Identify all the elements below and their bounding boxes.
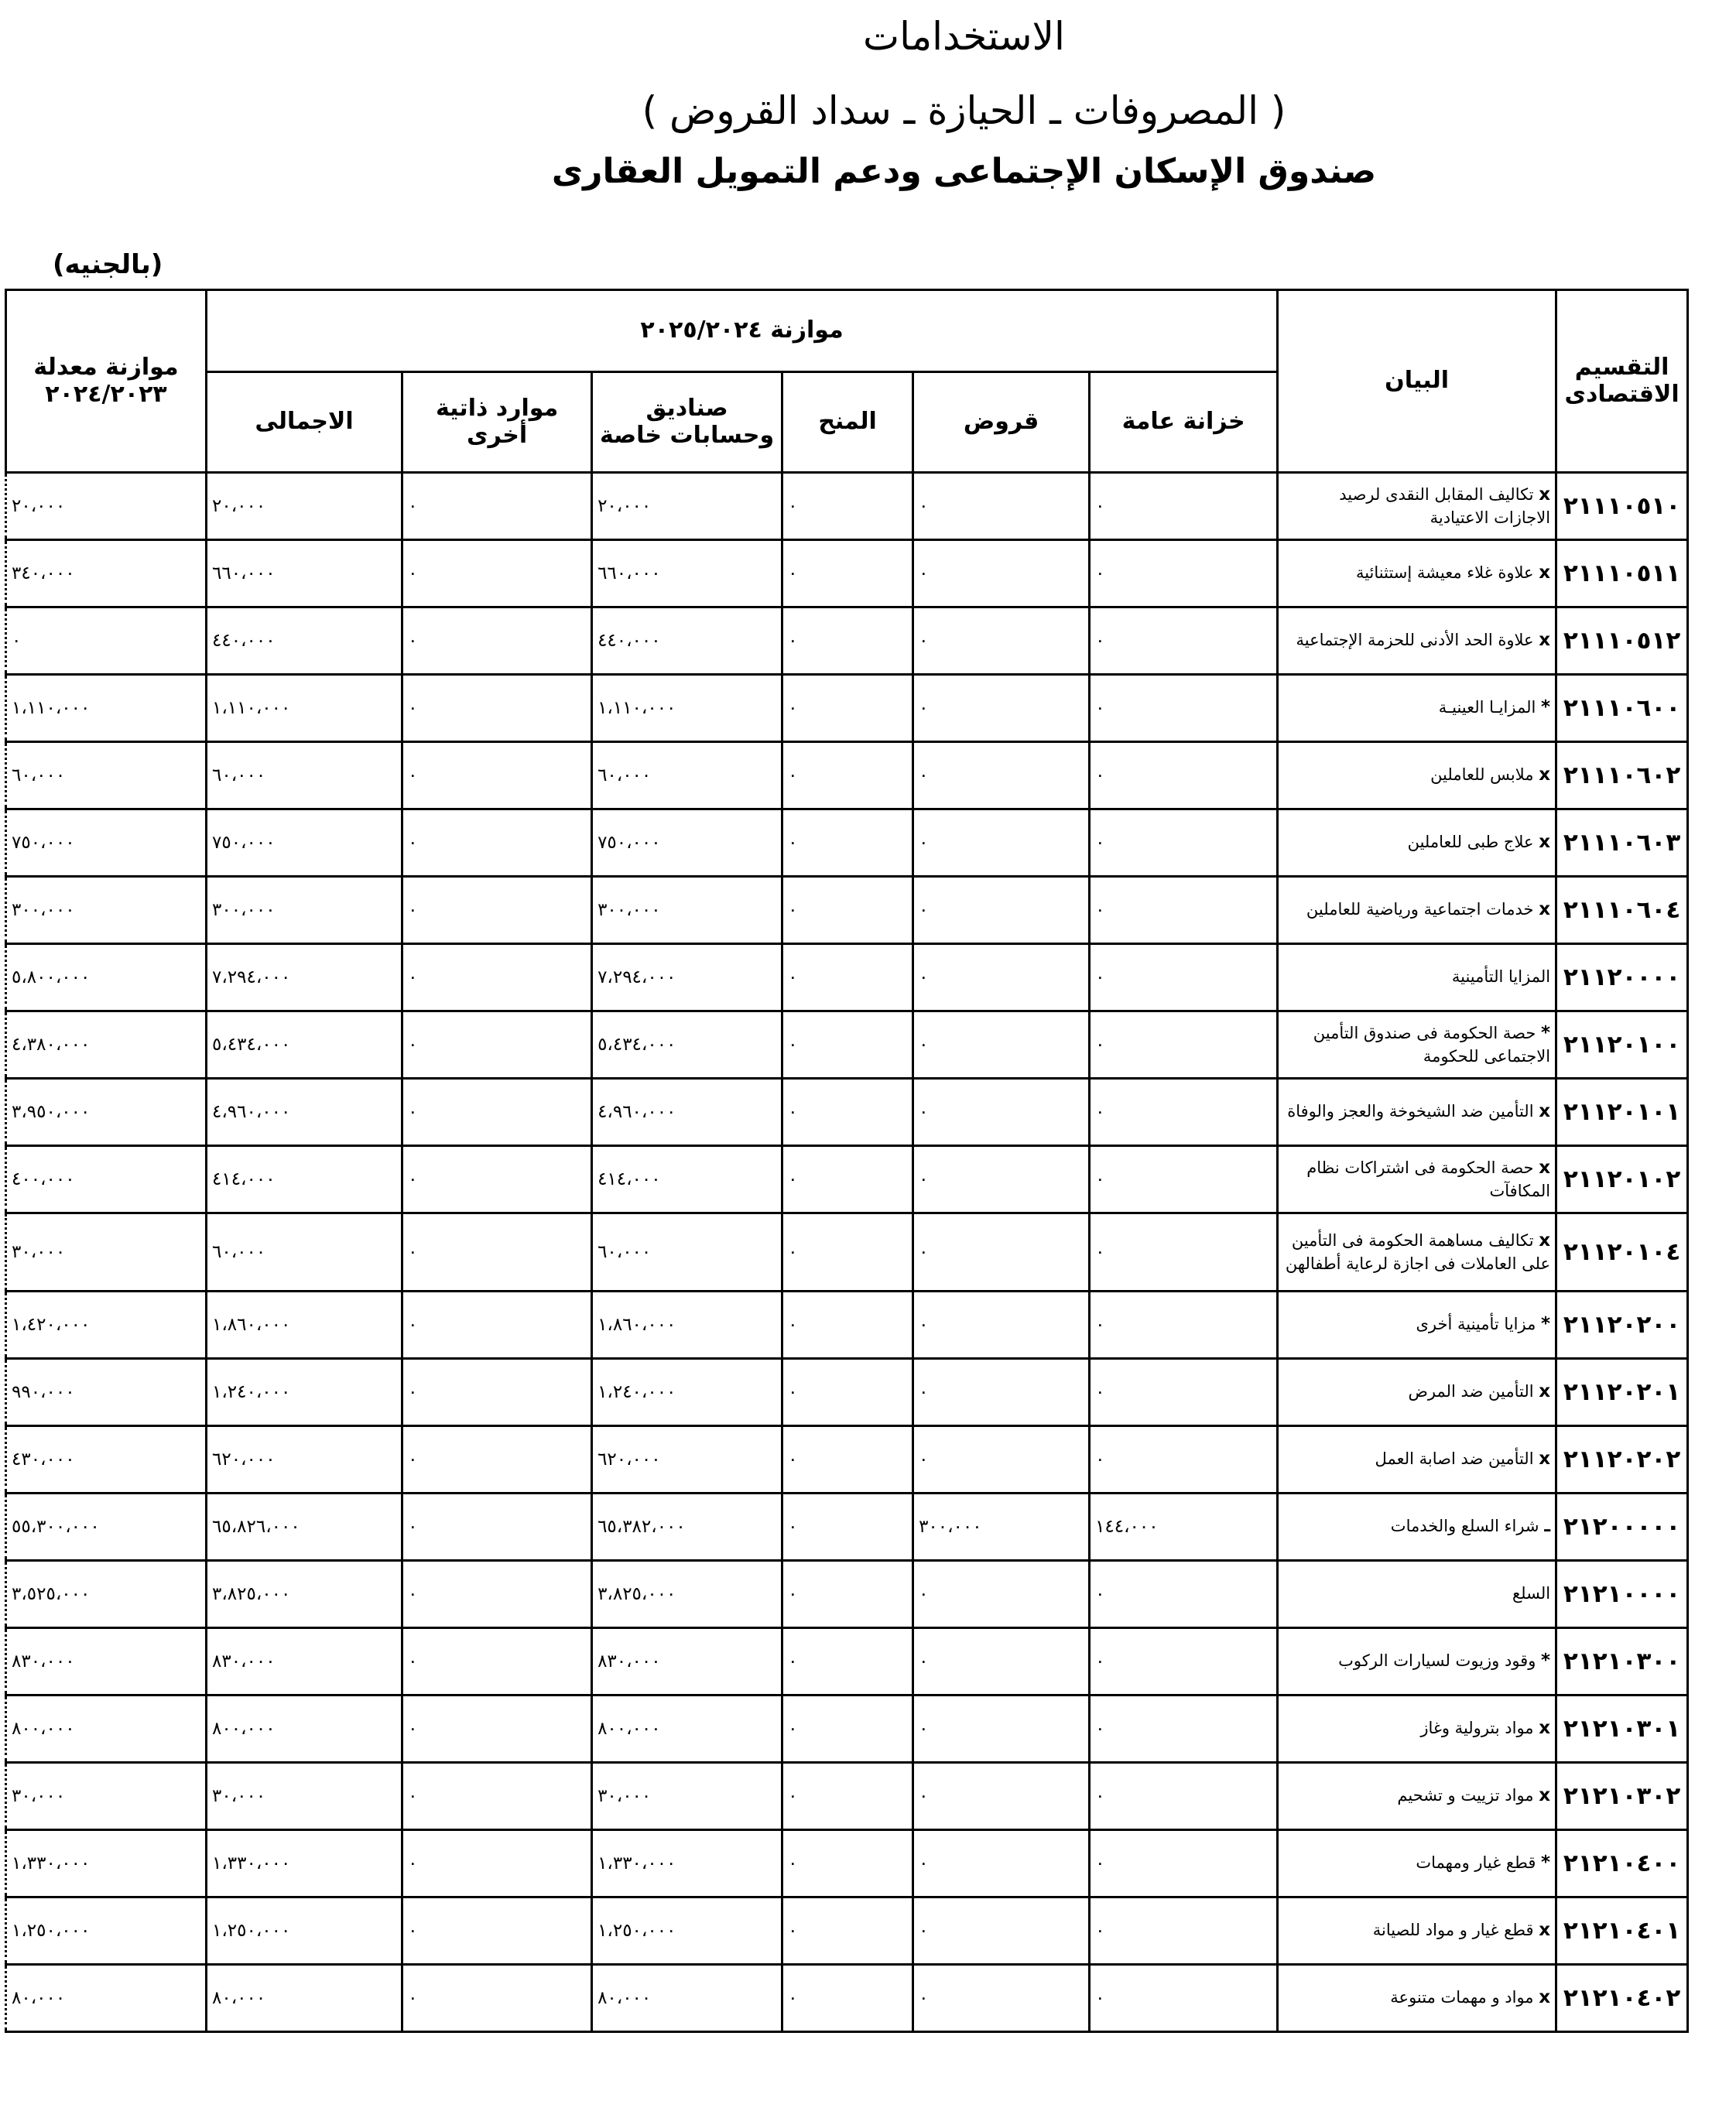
header-description: البيان [1278, 290, 1556, 473]
cell-total: ٧،٢٩٤،٠٠٠ [207, 944, 402, 1011]
cell-total: ٤،٩٦٠،٠٠٠ [207, 1079, 402, 1146]
row-code: ٢١١٢٠١٠٤ [1556, 1213, 1688, 1292]
header-treasury: خزانة عامة [1090, 372, 1278, 473]
cell-amended-budget: ٣٠٠،٠٠٠ [6, 877, 207, 944]
row-description-text: مواد بترولية وغاز [1420, 1719, 1534, 1738]
cell-loans: ٠ [913, 1359, 1090, 1426]
row-description [1278, 607, 1556, 675]
cell-special-funds: ١،٨٦٠،٠٠٠ [592, 1292, 782, 1359]
cell-total: ٣٠٠،٠٠٠ [207, 877, 402, 944]
row-code: ٢١٢١٠٠٠٠ [1556, 1561, 1688, 1628]
cell-treasury: ٠ [1090, 1628, 1278, 1696]
row-marker: x [1539, 1101, 1551, 1122]
row-description [1278, 1494, 1556, 1561]
row-code: ٢١١١٠٥١٢ [1556, 607, 1688, 675]
cell-treasury: ٠ [1090, 1146, 1278, 1213]
cell-treasury: ٠ [1090, 1079, 1278, 1146]
table-row [6, 1628, 1688, 1696]
fund-name: صندوق الإسكان الإجتماعى ودعم التمويل العقارى [551, 152, 1377, 191]
cell-own-resources: ٠ [402, 1628, 592, 1696]
row-description-text: مزايا تأمينية أخرى [1416, 1315, 1536, 1334]
row-code: ٢١١٢٠٢٠١ [1556, 1359, 1688, 1426]
cell-amended-budget: ٨٠٠،٠٠٠ [6, 1696, 207, 1763]
row-description-text: حصة الحكومة فى اشتراكات نظام المكافآت [1306, 1158, 1551, 1201]
cell-special-funds: ٢٠،٠٠٠ [592, 473, 782, 540]
row-marker: * [1541, 1023, 1551, 1044]
cell-treasury: ٠ [1090, 1965, 1278, 2032]
table-row [6, 1426, 1688, 1494]
row-marker: x [1539, 899, 1551, 920]
cell-treasury: ٠ [1090, 540, 1278, 607]
cell-special-funds: ٨٠٠،٠٠٠ [592, 1696, 782, 1763]
cell-grants: ٠ [782, 473, 913, 540]
row-description-text: علاوة غلاء معيشة إستثنائية [1355, 563, 1534, 583]
row-description-text: تكاليف مساهمة الحكومة فى التأمين على العاملات فى اجازة لرعاية أطفالهن [1285, 1231, 1551, 1274]
row-description [1278, 540, 1556, 607]
cell-grants: ٠ [782, 607, 913, 675]
cell-grants: ٠ [782, 1763, 913, 1830]
cell-total: ١،٣٣٠،٠٠٠ [207, 1830, 402, 1897]
cell-treasury: ٠ [1090, 1426, 1278, 1494]
cell-loans: ٠ [913, 1146, 1090, 1213]
table-row [6, 1213, 1688, 1292]
cell-amended-budget: ٧٥٠،٠٠٠ [6, 809, 207, 877]
table-row [6, 944, 1688, 1011]
cell-special-funds: ٤٤٠،٠٠٠ [592, 607, 782, 675]
cell-grants: ٠ [782, 809, 913, 877]
cell-total: ٦٠،٠٠٠ [207, 742, 402, 809]
row-marker: x [1539, 484, 1551, 505]
row-description [1278, 944, 1556, 1011]
cell-special-funds: ٤،٩٦٠،٠٠٠ [592, 1079, 782, 1146]
cell-amended-budget: ١،٢٥٠،٠٠٠ [6, 1897, 207, 1965]
cell-own-resources: ٠ [402, 473, 592, 540]
cell-amended-budget: ٨٠،٠٠٠ [6, 1965, 207, 2032]
table-row [6, 1359, 1688, 1426]
cell-own-resources: ٠ [402, 1426, 592, 1494]
cell-grants: ٠ [782, 1426, 913, 1494]
row-code: ٢١١٢٠٢٠٢ [1556, 1426, 1688, 1494]
cell-amended-budget: ٠ [6, 607, 207, 675]
cell-special-funds: ٥،٤٣٤،٠٠٠ [592, 1011, 782, 1079]
cell-total: ٧٥٠،٠٠٠ [207, 809, 402, 877]
cell-treasury: ٠ [1090, 1897, 1278, 1965]
cell-treasury: ٠ [1090, 1292, 1278, 1359]
table-row [6, 1830, 1688, 1897]
cell-grants: ٠ [782, 1292, 913, 1359]
cell-total: ٦٦٠،٠٠٠ [207, 540, 402, 607]
cell-treasury: ٠ [1090, 944, 1278, 1011]
cell-own-resources: ٠ [402, 877, 592, 944]
row-description [1278, 1696, 1556, 1763]
cell-loans: ٠ [913, 607, 1090, 675]
cell-loans: ٠ [913, 1079, 1090, 1146]
page-subtitle: ( المصروفات ـ الحيازة ـ سداد القروض ) [642, 88, 1286, 133]
row-marker: * [1541, 1314, 1551, 1335]
cell-treasury: ٠ [1090, 1696, 1278, 1763]
cell-loans: ٠ [913, 1292, 1090, 1359]
row-marker: x [1539, 1381, 1551, 1402]
cell-special-funds: ٨٣٠،٠٠٠ [592, 1628, 782, 1696]
table-row [6, 1763, 1688, 1830]
cell-own-resources: ٠ [402, 1359, 592, 1426]
row-marker: ـ [1544, 1516, 1551, 1537]
cell-loans: ٠ [913, 1696, 1090, 1763]
cell-treasury: ٠ [1090, 1763, 1278, 1830]
cell-own-resources: ٠ [402, 1897, 592, 1965]
cell-amended-budget: ٤٠٠،٠٠٠ [6, 1146, 207, 1213]
cell-own-resources: ٠ [402, 1146, 592, 1213]
cell-grants: ٠ [782, 1359, 913, 1426]
cell-loans: ٠ [913, 1628, 1090, 1696]
cell-treasury: ٠ [1090, 473, 1278, 540]
cell-treasury: ٠ [1090, 1359, 1278, 1426]
row-description [1278, 1628, 1556, 1696]
header-code: التقسيم الاقتصادى [1556, 290, 1688, 473]
row-marker: x [1539, 630, 1551, 651]
table-row [6, 540, 1688, 607]
row-marker: x [1539, 765, 1551, 785]
header-special-funds: صناديق وحسابات خاصة [592, 372, 782, 473]
cell-loans: ٠ [913, 1763, 1090, 1830]
cell-treasury: ٠ [1090, 1830, 1278, 1897]
row-description-text: قطع غيار و مواد للصيانة [1372, 1921, 1534, 1940]
cell-own-resources: ٠ [402, 1213, 592, 1292]
table-row [6, 1494, 1688, 1561]
row-code: ٢١٢١٠٤٠٢ [1556, 1965, 1688, 2032]
cell-loans: ٠ [913, 1965, 1090, 2032]
cell-total: ١،٢٥٠،٠٠٠ [207, 1897, 402, 1965]
cell-special-funds: ١،٣٣٠،٠٠٠ [592, 1830, 782, 1897]
table-row [6, 1079, 1688, 1146]
cell-total: ١،٢٤٠،٠٠٠ [207, 1359, 402, 1426]
cell-special-funds: ٣٠٠،٠٠٠ [592, 877, 782, 944]
cell-grants: ٠ [782, 1830, 913, 1897]
row-description-text: حصة الحكومة فى صندوق التأمين الاجتماعى للحكومة [1313, 1024, 1551, 1066]
table-body [6, 473, 1688, 2032]
cell-special-funds: ٦٠،٠٠٠ [592, 742, 782, 809]
cell-own-resources: ٠ [402, 1011, 592, 1079]
table-row [6, 742, 1688, 809]
cell-special-funds: ١،٢٤٠،٠٠٠ [592, 1359, 782, 1426]
table-row [6, 473, 1688, 540]
table-row [6, 877, 1688, 944]
cell-grants: ٠ [782, 1213, 913, 1292]
cell-grants: ٠ [782, 1628, 913, 1696]
row-marker: x [1539, 1987, 1551, 2008]
row-description [1278, 1292, 1556, 1359]
row-description-text: مواد و مهمات متنوعة [1390, 1988, 1534, 2007]
header-own-resources: موارد ذاتية أخرى [402, 372, 592, 473]
cell-amended-budget: ٥،٨٠٠،٠٠٠ [6, 944, 207, 1011]
row-description [1278, 675, 1556, 742]
row-marker: x [1539, 1230, 1551, 1251]
cell-loans: ٠ [913, 473, 1090, 540]
cell-special-funds: ٦٦٠،٠٠٠ [592, 540, 782, 607]
table-row [6, 1897, 1688, 1965]
row-code: ٢١٢١٠٤٠٠ [1556, 1830, 1688, 1897]
cell-total: ٦٠،٠٠٠ [207, 1213, 402, 1292]
row-marker: x [1539, 1785, 1551, 1806]
cell-amended-budget: ٩٩٠،٠٠٠ [6, 1359, 207, 1426]
cell-special-funds: ٧٥٠،٠٠٠ [592, 809, 782, 877]
cell-own-resources: ٠ [402, 1830, 592, 1897]
cell-loans: ٠ [913, 742, 1090, 809]
cell-special-funds: ١،١١٠،٠٠٠ [592, 675, 782, 742]
row-code: ٢١٢١٠٣٠٠ [1556, 1628, 1688, 1696]
row-code: ٢١١١٠٥١١ [1556, 540, 1688, 607]
row-code: ٢١١٢٠١٠٠ [1556, 1011, 1688, 1079]
cell-total: ٤١٤،٠٠٠ [207, 1146, 402, 1213]
cell-total: ٢٠،٠٠٠ [207, 473, 402, 540]
table-row [6, 1696, 1688, 1763]
row-code: ٢١١١٠٦٠٣ [1556, 809, 1688, 877]
cell-own-resources: ٠ [402, 540, 592, 607]
cell-grants: ٠ [782, 944, 913, 1011]
cell-own-resources: ٠ [402, 1763, 592, 1830]
cell-loans: ٠ [913, 944, 1090, 1011]
cell-special-funds: ١،٢٥٠،٠٠٠ [592, 1897, 782, 1965]
cell-own-resources: ٠ [402, 944, 592, 1011]
cell-own-resources: ٠ [402, 809, 592, 877]
row-description-text: قطع غيار ومهمات [1416, 1853, 1536, 1873]
cell-own-resources: ٠ [402, 607, 592, 675]
cell-loans: ٠ [913, 1426, 1090, 1494]
row-description-text: تكاليف المقابل النقدى لرصيد الاجازات الاعتيادية [1339, 485, 1551, 528]
cell-loans: ٠ [913, 1561, 1090, 1628]
row-description [1278, 877, 1556, 944]
row-marker: x [1539, 1158, 1551, 1179]
cell-amended-budget: ٨٣٠،٠٠٠ [6, 1628, 207, 1696]
cell-total: ٣٠،٠٠٠ [207, 1763, 402, 1830]
cell-special-funds: ٤١٤،٠٠٠ [592, 1146, 782, 1213]
row-code: ٢١١٢٠١٠٢ [1556, 1146, 1688, 1213]
cell-special-funds: ٧،٢٩٤،٠٠٠ [592, 944, 782, 1011]
table-row [6, 1292, 1688, 1359]
cell-own-resources: ٠ [402, 1696, 592, 1763]
cell-total: ١،٨٦٠،٠٠٠ [207, 1292, 402, 1359]
row-marker: * [1541, 1651, 1551, 1672]
cell-loans: ٣٠٠،٠٠٠ [913, 1494, 1090, 1561]
row-code: ٢١١٢٠٢٠٠ [1556, 1292, 1688, 1359]
row-marker: x [1539, 563, 1551, 583]
row-description [1278, 1561, 1556, 1628]
cell-grants: ٠ [782, 1561, 913, 1628]
header-total: الاجمالى [207, 372, 402, 473]
row-code: ٢١١١٠٦٠٢ [1556, 742, 1688, 809]
table-row [6, 1965, 1688, 2032]
cell-grants: ٠ [782, 1965, 913, 2032]
row-marker: x [1539, 1920, 1551, 1941]
cell-grants: ٠ [782, 1079, 913, 1146]
row-description-text: علاوة الحد الأدنى للحزمة الإجتماعية [1296, 631, 1534, 650]
cell-treasury: ١٤٤،٠٠٠ [1090, 1494, 1278, 1561]
cell-amended-budget: ٣،٥٢٥،٠٠٠ [6, 1561, 207, 1628]
row-code: ٢١١٢٠١٠١ [1556, 1079, 1688, 1146]
row-description [1278, 1830, 1556, 1897]
table-row [6, 1146, 1688, 1213]
cell-total: ٦٢٠،٠٠٠ [207, 1426, 402, 1494]
cell-amended-budget: ٤،٣٨٠،٠٠٠ [6, 1011, 207, 1079]
cell-loans: ٠ [913, 675, 1090, 742]
row-description-text: التأمين ضد اصابة العمل [1375, 1449, 1534, 1469]
cell-amended-budget: ٣،٩٥٠،٠٠٠ [6, 1079, 207, 1146]
row-description [1278, 742, 1556, 809]
cell-amended-budget: ٥٥،٣٠٠،٠٠٠ [6, 1494, 207, 1561]
cell-total: ٦٥،٨٢٦،٠٠٠ [207, 1494, 402, 1561]
row-description-text: المزايـا العينيـة [1438, 698, 1536, 717]
cell-amended-budget: ٤٣٠،٠٠٠ [6, 1426, 207, 1494]
cell-own-resources: ٠ [402, 1079, 592, 1146]
budget-table [5, 289, 1689, 2033]
cell-treasury: ٠ [1090, 1011, 1278, 1079]
table-row [6, 809, 1688, 877]
row-description [1278, 809, 1556, 877]
row-marker: * [1541, 697, 1551, 718]
cell-treasury: ٠ [1090, 877, 1278, 944]
cell-special-funds: ٣،٨٢٥،٠٠٠ [592, 1561, 782, 1628]
cell-grants: ٠ [782, 742, 913, 809]
cell-grants: ٠ [782, 1011, 913, 1079]
cell-grants: ٠ [782, 1897, 913, 1965]
row-description [1278, 473, 1556, 540]
row-description-text: التأمين ضد الشيخوخة والعجز والوفاة [1287, 1102, 1534, 1121]
row-marker: x [1539, 1449, 1551, 1470]
cell-treasury: ٠ [1090, 1213, 1278, 1292]
row-description-text: وقود وزيوت لسيارات الركوب [1338, 1651, 1536, 1671]
row-code: ٢١١٢٠٠٠٠ [1556, 944, 1688, 1011]
cell-grants: ٠ [782, 540, 913, 607]
row-description [1278, 1011, 1556, 1079]
row-description-text: المزايا التأمينية [1451, 967, 1551, 987]
header-grants: المنح [782, 372, 913, 473]
cell-treasury: ٠ [1090, 675, 1278, 742]
cell-amended-budget: ٦٠،٠٠٠ [6, 742, 207, 809]
row-code: ٢١١١٠٥١٠ [1556, 473, 1688, 540]
cell-loans: ٠ [913, 1897, 1090, 1965]
cell-amended-budget: ٣٠،٠٠٠ [6, 1213, 207, 1292]
currency-unit: (بالجنيه) [53, 249, 163, 280]
row-description-text: علاج طبى للعاملين [1407, 833, 1534, 852]
cell-loans: ٠ [913, 1011, 1090, 1079]
cell-treasury: ٠ [1090, 742, 1278, 809]
cell-amended-budget: ٢٠،٠٠٠ [6, 473, 207, 540]
cell-special-funds: ٦٠،٠٠٠ [592, 1213, 782, 1292]
cell-treasury: ٠ [1090, 1561, 1278, 1628]
cell-amended-budget: ١،٤٢٠،٠٠٠ [6, 1292, 207, 1359]
row-code: ٢١١١٠٦٠٤ [1556, 877, 1688, 944]
cell-treasury: ٠ [1090, 607, 1278, 675]
row-description-text: مواد تزييت و تشحيم [1397, 1786, 1534, 1805]
row-code: ٢١١١٠٦٠٠ [1556, 675, 1688, 742]
row-marker: x [1539, 832, 1551, 853]
table-row [6, 1011, 1688, 1079]
row-description-text: ملابس للعاملين [1430, 765, 1534, 785]
cell-grants: ٠ [782, 1696, 913, 1763]
row-code: ٢١٢٠٠٠٠٠ [1556, 1494, 1688, 1561]
row-description [1278, 1079, 1556, 1146]
cell-grants: ٠ [782, 675, 913, 742]
row-description-text: خدمات اجتماعية ورياضية للعاملين [1306, 900, 1534, 919]
cell-own-resources: ٠ [402, 1292, 592, 1359]
row-description [1278, 1146, 1556, 1213]
row-code: ٢١٢١٠٤٠١ [1556, 1897, 1688, 1965]
table-row [6, 607, 1688, 675]
row-marker: * [1541, 1853, 1551, 1873]
row-code: ٢١٢١٠٣٠١ [1556, 1696, 1688, 1763]
cell-grants: ٠ [782, 877, 913, 944]
cell-grants: ٠ [782, 1494, 913, 1561]
cell-special-funds: ٦٥،٣٨٢،٠٠٠ [592, 1494, 782, 1561]
row-description [1278, 1965, 1556, 2032]
cell-total: ٤٤٠،٠٠٠ [207, 607, 402, 675]
cell-own-resources: ٠ [402, 675, 592, 742]
cell-treasury: ٠ [1090, 809, 1278, 877]
row-description-text: التأمين ضد المرض [1408, 1382, 1534, 1401]
cell-amended-budget: ١،٣٣٠،٠٠٠ [6, 1830, 207, 1897]
cell-amended-budget: ٣٠،٠٠٠ [6, 1763, 207, 1830]
cell-loans: ٠ [913, 1213, 1090, 1292]
row-description [1278, 1359, 1556, 1426]
table-row [6, 1561, 1688, 1628]
row-description [1278, 1426, 1556, 1494]
row-marker: x [1539, 1718, 1551, 1739]
cell-amended-budget: ١،١١٠،٠٠٠ [6, 675, 207, 742]
table-row [6, 675, 1688, 742]
row-description-text: السلع [1512, 1584, 1551, 1603]
row-code: ٢١٢١٠٣٠٢ [1556, 1763, 1688, 1830]
header-amended-budget: موازنة معدلة ٢٠٢٤/٢٠٢٣ [6, 290, 207, 473]
cell-loans: ٠ [913, 540, 1090, 607]
row-description-text: شراء السلع والخدمات [1390, 1517, 1539, 1536]
page-title: الاستخدامات [863, 14, 1065, 59]
cell-total: ٥،٤٣٤،٠٠٠ [207, 1011, 402, 1079]
cell-own-resources: ٠ [402, 1965, 592, 2032]
row-description [1278, 1213, 1556, 1292]
cell-own-resources: ٠ [402, 1561, 592, 1628]
cell-special-funds: ٨٠،٠٠٠ [592, 1965, 782, 2032]
cell-total: ١،١١٠،٠٠٠ [207, 675, 402, 742]
cell-loans: ٠ [913, 809, 1090, 877]
cell-loans: ٠ [913, 1830, 1090, 1897]
table-header [6, 290, 1688, 473]
cell-own-resources: ٠ [402, 1494, 592, 1561]
cell-total: ٨٠،٠٠٠ [207, 1965, 402, 2032]
cell-grants: ٠ [782, 1146, 913, 1213]
cell-own-resources: ٠ [402, 742, 592, 809]
header-loans: قروض [913, 372, 1090, 473]
row-description [1278, 1763, 1556, 1830]
cell-amended-budget: ٣٤٠،٠٠٠ [6, 540, 207, 607]
cell-special-funds: ٣٠،٠٠٠ [592, 1763, 782, 1830]
row-description [1278, 1897, 1556, 1965]
cell-loans: ٠ [913, 877, 1090, 944]
cell-total: ٨٠٠،٠٠٠ [207, 1696, 402, 1763]
header-budget-group: موازنة ٢٠٢٥/٢٠٢٤ [207, 290, 1278, 372]
cell-special-funds: ٦٢٠،٠٠٠ [592, 1426, 782, 1494]
cell-total: ٣،٨٢٥،٠٠٠ [207, 1561, 402, 1628]
cell-total: ٨٣٠،٠٠٠ [207, 1628, 402, 1696]
